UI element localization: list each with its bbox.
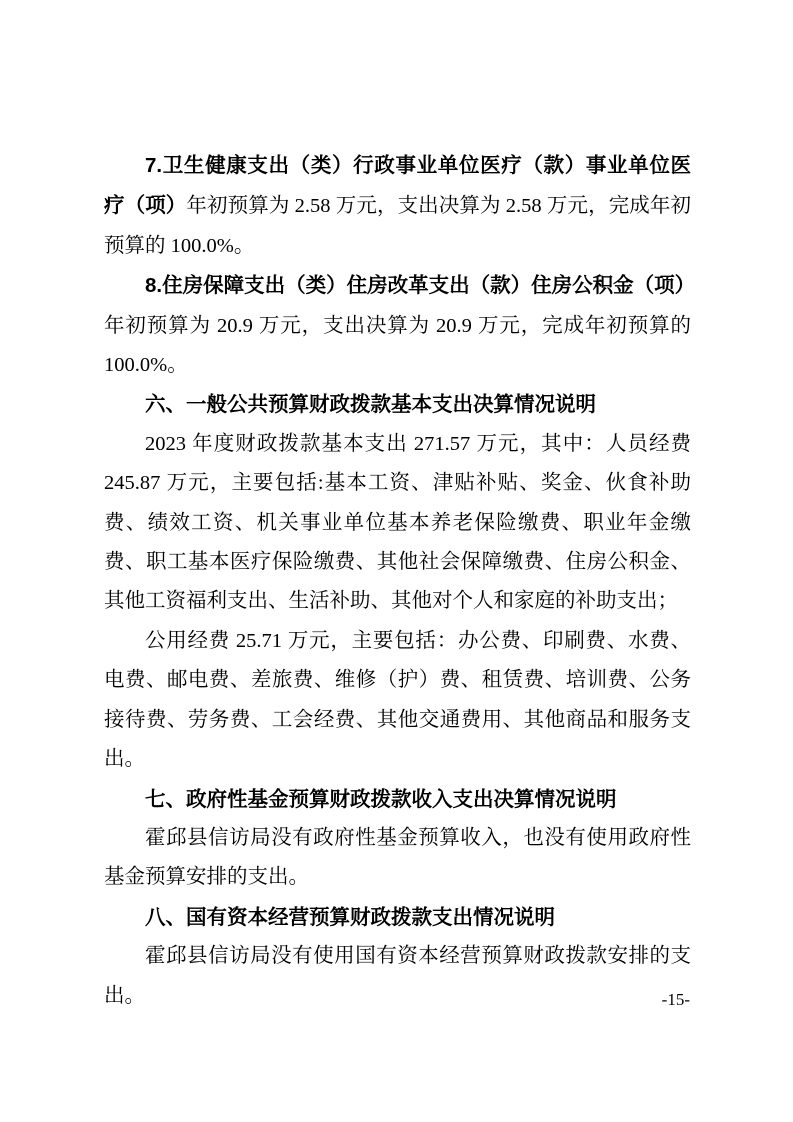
body-text: 2023 年度财政拨款基本支出 271.57 万元，其中：人员经费 245.87 万元，主要包括:基本工资、津贴补贴、奖金、伙食补助费、绩效工资、机关事业单位基本养老保险缴费、职业年金缴费、职工基本医疗保险缴费、其他社会保障缴费、住房公积金、其他工资福利支出、生活补助、其他对个人和家庭的补助支出； — [104, 432, 691, 613]
body-paragraph — [104, 266, 696, 385]
emphasized-text: 七、政府性基金预算财政拨款收入支出决算情况说明 — [145, 787, 617, 811]
body-text: 霍邱县信访局没有政府性基金预算收入，也没有使用政府性基金预算安排的支出。 — [104, 826, 691, 889]
body-paragraph — [104, 937, 691, 1016]
emphasized-text: 7.卫生健康支出（类）行政事业单位医疗（款）事业单位医疗（项） — [104, 154, 691, 218]
body-paragraph — [104, 622, 691, 780]
section-heading — [104, 385, 691, 424]
page-number: -15- — [661, 990, 690, 1009]
body-text: 年初预算为 2.58 万元，支出决算为 2.58 万元，完成年初预算的 100.0%。 — [104, 195, 692, 257]
emphasized-text: 八、国有资本经营预算财政拨款支出情况说明 — [145, 905, 555, 929]
body-text: 霍邱县信访局没有使用国有资本经营预算财政拨款安排的支出。 — [104, 945, 691, 1007]
section-heading — [104, 898, 691, 937]
body-paragraph — [104, 819, 691, 898]
section-heading — [104, 780, 691, 819]
body-paragraph — [104, 425, 691, 622]
document-body — [104, 146, 696, 1016]
body-text: 年初预算为 20.9 万元，支出决算为 20.9 万元，完成年初预算的 100.0%。 — [104, 314, 691, 377]
body-paragraph — [104, 146, 691, 266]
emphasized-text: 8.住房保障支出（类）住房改革支出（款）住房公积金（项） — [145, 274, 696, 298]
emphasized-text: 六、一般公共预算财政拨款基本支出决算情况说明 — [145, 393, 596, 417]
body-text: 公用经费 25.71 万元，主要包括：办公费、印刷费、水费、电费、邮电费、差旅费、维修（护）费、租赁费、培训费、公务接待费、劳务费、工会经费、其他交通费用、其他商品和服务支出。 — [104, 629, 691, 771]
